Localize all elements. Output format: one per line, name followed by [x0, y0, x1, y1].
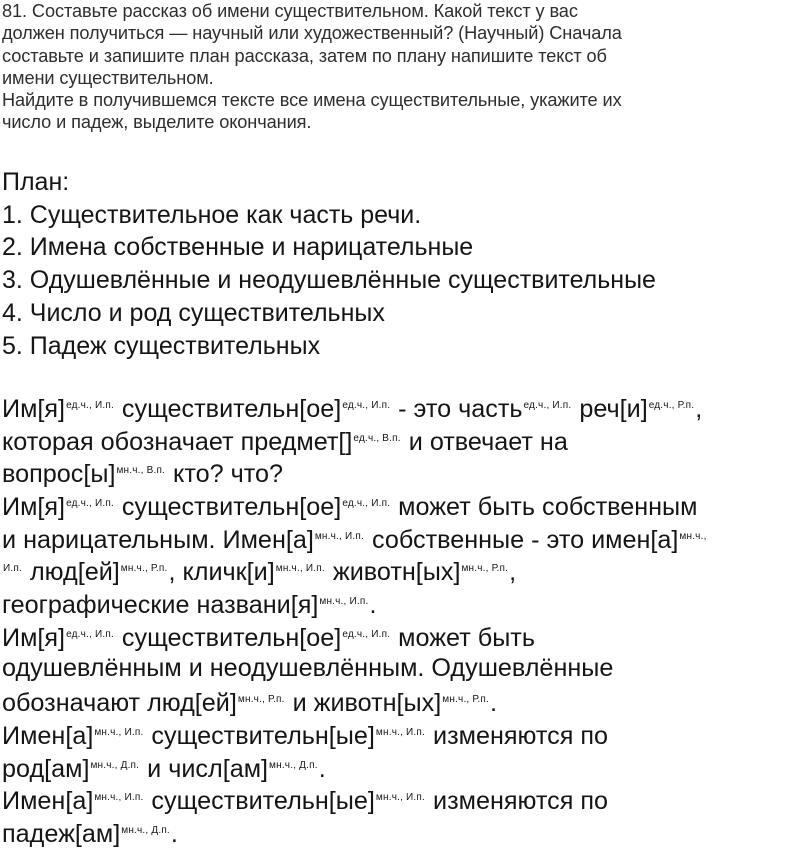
text-line [2, 553, 800, 586]
grammar-annotation: мн.ч., И.п. [275, 563, 325, 575]
grammar-annotation: мн.ч., И.п. [314, 530, 364, 542]
plan-item: 1. Существительное как часть речи. [2, 200, 422, 229]
text-segment: существительн[ое] [114, 623, 342, 652]
task-line: должен получиться — научный или художественный? (Научный) Сначала [2, 23, 622, 44]
text-segment: род[ам] [2, 754, 90, 783]
grammar-annotation: ед.ч., И.п. [342, 400, 391, 411]
text-segment: , [509, 558, 517, 587]
grammar-annotation: ед.ч., Р.п. [648, 400, 695, 411]
text-segment: Имен[а] [2, 721, 94, 750]
text-segment: , [695, 395, 703, 423]
text-segment: может быть собственным [391, 493, 698, 522]
grammar-annotation: мн.ч., Д.п. [269, 759, 318, 771]
grammar-annotation: ед.ч., И.п. [66, 628, 114, 640]
grammar-annotation: мн.ч., Д.п. [121, 824, 170, 836]
text-segment: может быть [391, 623, 535, 652]
grammar-annotation: ед.ч., В.п. [353, 432, 401, 444]
text-segment: и животн[ых] [285, 689, 442, 718]
text-line [2, 652, 800, 685]
text-line [2, 455, 800, 488]
grammar-annotation: ед.ч., И.п. [66, 400, 114, 411]
text-segment: изменяются по [426, 787, 608, 816]
grammar-annotation: мн.ч., И.п. [94, 726, 144, 738]
text-segment: существительн[ое] [114, 493, 342, 522]
plan-item: 2. Имена собственные и нарицательные [2, 233, 474, 262]
grammar-annotation: ед.ч., И.п. [342, 498, 391, 510]
text-line [2, 521, 800, 554]
text-segment: одушевлённым и неодушевлённым. Одушевлённые [2, 653, 614, 682]
grammar-annotation: мн.ч., И.п. [375, 726, 426, 738]
grammar-annotation: ед.ч., И.п. [66, 498, 114, 510]
text-line [2, 423, 800, 456]
task-line: имени существительном. [2, 67, 214, 88]
text-segment: которая обозначает предмет[] [2, 427, 353, 456]
text-segment: животн[ых] [325, 558, 461, 587]
text-segment: Им[я] [2, 493, 66, 522]
text-segment: реч[и] [572, 395, 648, 423]
plan-section [2, 166, 798, 362]
text-segment: Им[я] [2, 395, 66, 423]
text-line [2, 717, 800, 750]
grammar-annotation: ед.ч., И.п. [523, 400, 572, 411]
plan-title: План: [2, 168, 70, 196]
text-segment: обозначают люд[ей] [2, 689, 237, 718]
text-segment: географические названи[я] [2, 591, 319, 620]
task-text [2, 0, 798, 134]
text-segment: и числ[ам] [140, 754, 269, 783]
grammar-annotation: мн.ч., Д.п. [90, 759, 140, 771]
text-line [2, 815, 800, 848]
task-line: Найдите в получившемся тексте все имена существительные, укажите их [2, 90, 622, 111]
text-segment: существительн[ые] [144, 721, 375, 750]
story-text [2, 390, 800, 848]
grammar-annotation: ед.ч., И.п. [342, 628, 391, 640]
text-line [2, 390, 800, 423]
grammar-annotation: мн.ч., Р.п. [442, 694, 489, 706]
text-segment: изменяются по [426, 721, 608, 750]
text-segment: Имен[а] [2, 787, 94, 816]
grammar-annotation: мн.ч., И.п. [94, 792, 144, 804]
task-line: число и падеж, выделите окончания. [2, 112, 312, 133]
text-segment: . [318, 754, 326, 783]
plan-item: 5. Падеж существительных [2, 331, 321, 360]
grammar-annotation: мн.ч., В.п. [116, 465, 166, 477]
text-line [2, 750, 800, 783]
grammar-annotation: мн.ч., Р.п. [461, 563, 509, 575]
text-segment: кто? что? [166, 460, 283, 489]
text-segment: и нарицательным. Имен[а] [2, 525, 314, 554]
text-segment: люд[ей] [22, 558, 120, 587]
plan-item: 4. Число и род существительных [2, 298, 385, 327]
grammar-annotation: мн.ч., И.п. [375, 792, 426, 804]
grammar-annotation: мн.ч., Р.п. [120, 563, 168, 575]
text-line [2, 586, 800, 619]
text-segment: Им[я] [2, 623, 66, 652]
text-segment: , кличк[и] [168, 558, 275, 587]
text-segment: . [489, 689, 497, 718]
grammar-annotation: мн.ч., Р.п. [237, 694, 285, 706]
task-line: составьте и запишите план рассказа, затем по плану напишите текст об [2, 45, 607, 66]
text-line [2, 619, 800, 652]
task-line: 81. Составьте рассказ об имени существительном. Какой текст у вас [2, 1, 578, 21]
grammar-annotation: мн.ч., [679, 530, 707, 542]
grammar-annotation: мн.ч., И.п. [319, 596, 369, 608]
text-segment: падеж[ам] [2, 819, 121, 848]
text-segment: существительн[ое] [114, 395, 342, 423]
text-line [2, 782, 800, 815]
text-segment: вопрос[ы] [2, 460, 116, 489]
text-segment: . [369, 591, 377, 620]
text-line [2, 684, 800, 717]
grammar-annotation: И.п. [3, 563, 22, 575]
plan-item: 3. Одушевлённые и неодушевлённые существительные [2, 266, 656, 295]
text-segment: и отвечает на [401, 427, 568, 456]
text-segment: существительн[ые] [144, 787, 375, 816]
text-segment: - это часть [391, 395, 523, 423]
text-line [2, 488, 800, 521]
text-segment: . [170, 819, 178, 848]
text-segment: собственные - это имен[а] [364, 525, 679, 554]
